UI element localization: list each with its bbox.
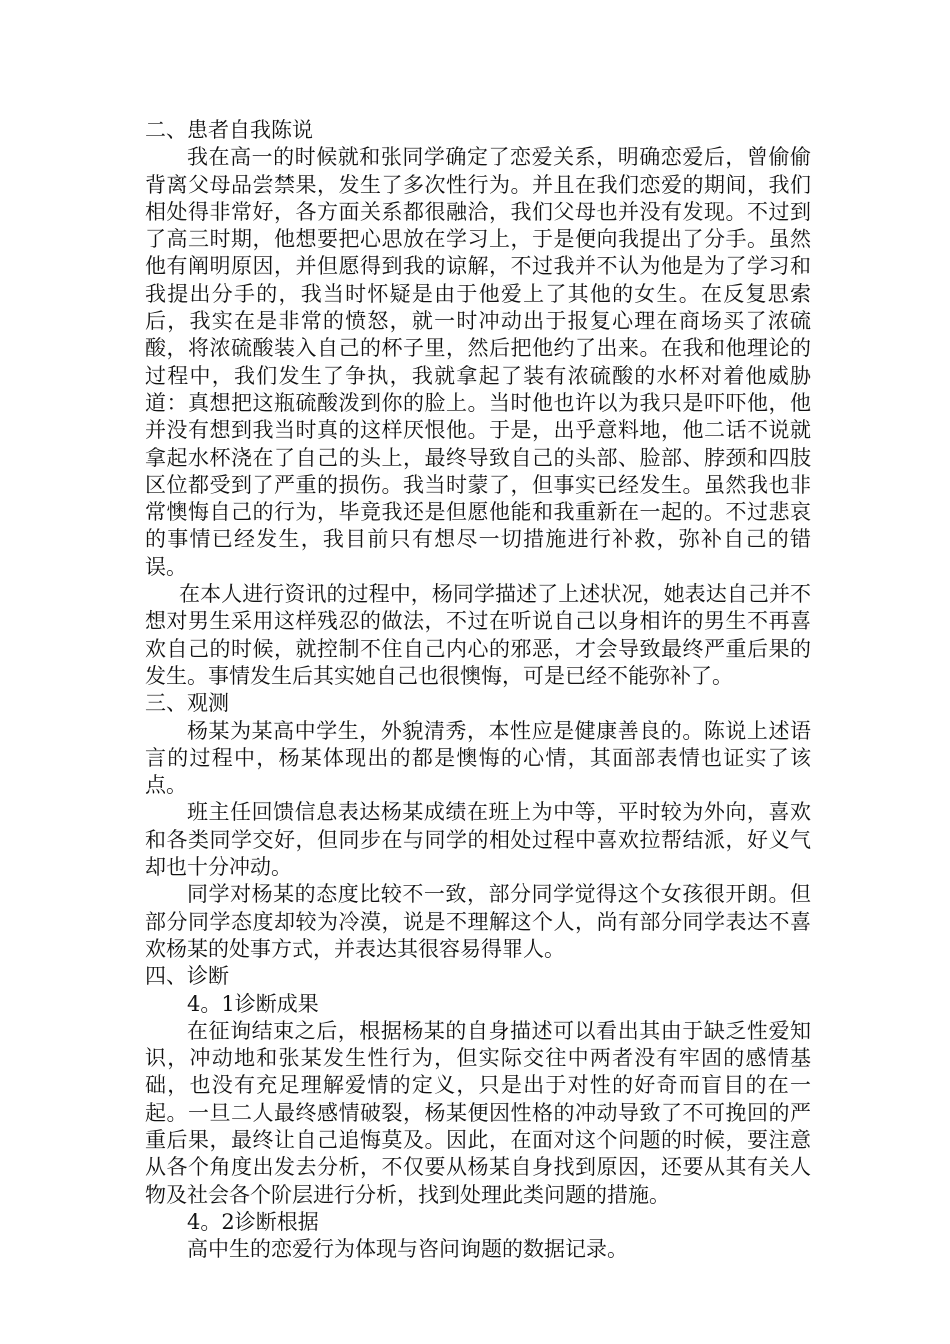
subheading-diagnosis-basis: 4。2诊断根据 <box>187 1209 319 1234</box>
section-heading-observation: 三、观测 <box>145 691 229 716</box>
section-heading-self-statement: 二、患者自我陈说 <box>145 118 313 142</box>
paragraph-observation-appearance: 杨某为某高中学生，外貌清秀，本性应是健康善良的。陈说上述语言的过程中，杨某体现出的都是懊悔的心情，其面部表情也证实了该点。 <box>145 718 811 798</box>
paragraph-counselor-note: 在本人进行资讯的过程中，杨同学描述了上述状况，她表达自己并不想对男生采用这样残忍的做法，不过在听说自己以身相许的男生不再喜欢自己的时候，就控制不住自己内心的邪恶，才会导致最终严重后果的发生。事情发生后其实她自己也很懊悔，可是已经不能弥补了。 <box>145 582 811 688</box>
paragraph-diagnosis-basis: 高中生的恋爱行为体现与咨问询题的数据记录。 <box>187 1237 628 1262</box>
paragraph-self-statement: 我在高一的时候就和张同学确定了恋爱关系，明确恋爱后，曾偷偷背离父母品尝禁果，发生了多次性行为。并且在我们恋爱的期间，我们相处得非常好，各方面关系都很融洽，我们父母也并没有发现。不过到了高三时期，他想要把心思放在学习上，于是便向我提出了分手。虽然他有阐明原因，并但愿得到我的谅解，不过我并不认为他是为了学习和我提出分手的，我当时怀疑是由于他爱上了其他的女生。在反复思索后，我实在是非常的愤怒，就一时冲动出于报复心理在商场买了浓硫酸，将浓硫酸装入自己的杯子里，然后把他约了出来。在我和他理论的过程中，我们发生了争执，我就拿起了装有浓硫酸的水杯对着他威胁道：真想把这瓶硫酸泼到你的脸上。当时他也许以为我只是吓吓他，他并没有想到我当时真的这样厌恨他。于是，出乎意料地，他二话不说就拿起水杯浇在了自己的头上，最终导致自己的头部、脸部、脖颈和四肢区位都受到了严重的损伤。我当时蒙了，但事实已经发生。虽然我也非常懊悔自己的行为，毕竟我还是但愿他能和我重新在一起的。不过悲哀的事情已经发生，我目前只有想尽一切措施进行补救，弥补自己的错误。 <box>145 145 811 579</box>
subheading-diagnosis-result: 4。1诊断成果 <box>187 991 319 1016</box>
section-heading-diagnosis: 四、诊断 <box>145 964 229 989</box>
paragraph-observation-teacher: 班主任回馈信息表达杨某成绩在班上为中等，平时较为外向，喜欢和各类同学交好，但同步在与同学的相处过程中喜欢拉帮结派，好义气却也十分冲动。 <box>145 800 811 880</box>
document-body <box>145 117 811 1263</box>
paragraph-diagnosis-result: 在征询结束之后，根据杨某的自身描述可以看出其由于缺乏性爱知识，冲动地和张某发生性行为，但实际交往中两者没有牢固的感情基础，也没有充足理解爱情的定义，只是出于对性的好奇而盲目的在一起。一旦二人最终感情破裂，杨某便因性格的冲动导致了不可挽回的严重后果，最终让自己追悔莫及。因此，在面对这个问题的时候，要注意从各个角度出发去分析，不仅要从杨某自身找到原因，还要从其有关人物及社会各个阶层进行分析，找到处理此类问题的措施。 <box>145 1018 811 1207</box>
paragraph-observation-classmates: 同学对杨某的态度比较不一致，部分同学觉得这个女孩很开朗。但部分同学态度却较为冷漠，说是不理解这个人，尚有部分同学表达不喜欢杨某的处事方式，并表达其很容易得罪人。 <box>145 882 811 961</box>
